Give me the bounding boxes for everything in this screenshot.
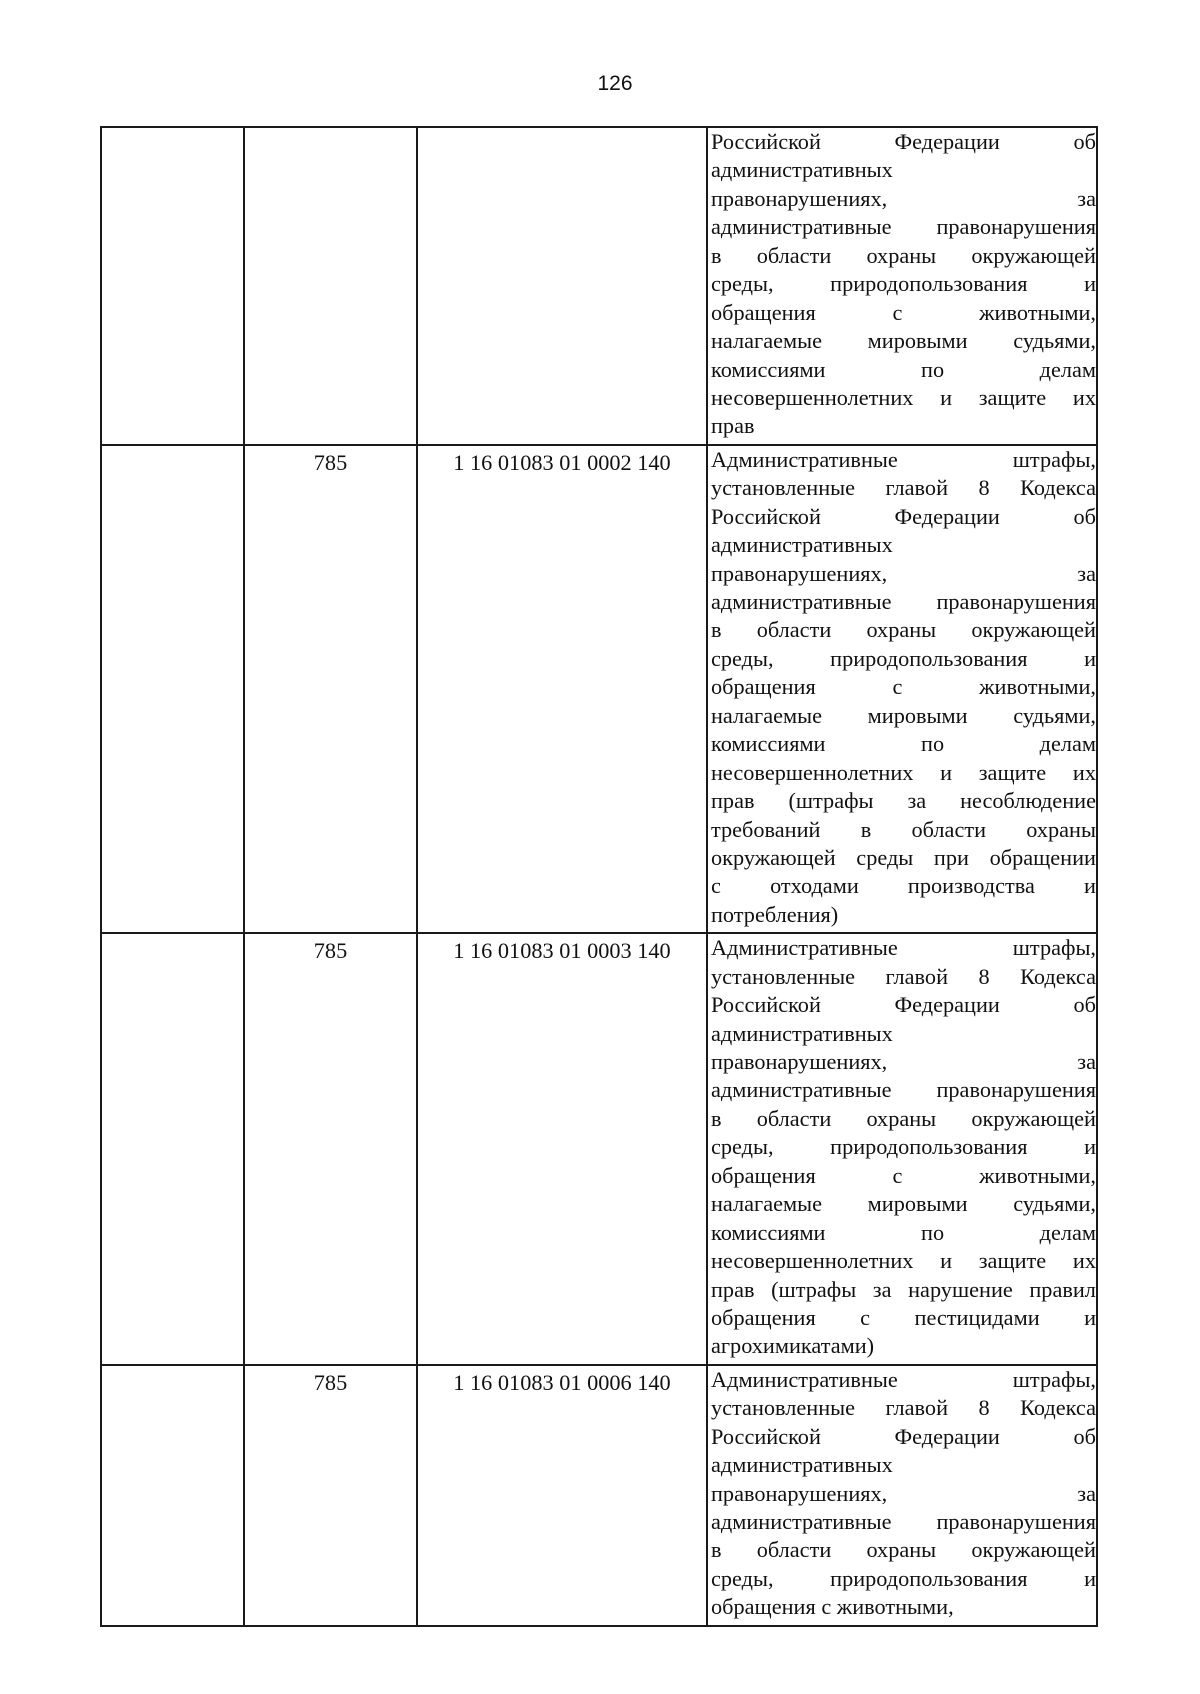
word: области xyxy=(756,617,832,643)
description-line xyxy=(711,560,1096,588)
cell-admin-code: 785 xyxy=(244,445,417,933)
description-line xyxy=(711,446,1096,474)
word: комиссиями xyxy=(711,356,826,382)
description-line xyxy=(711,128,1096,156)
word: прав xyxy=(711,1276,755,1302)
word: установленные xyxy=(711,963,856,989)
description-line xyxy=(711,503,1096,531)
word: и xyxy=(940,759,953,785)
word: Административные xyxy=(711,935,898,961)
word: за xyxy=(1077,1480,1096,1506)
word: правонарушениях, xyxy=(711,1480,888,1506)
word: среды, xyxy=(711,645,774,671)
word: административных xyxy=(711,157,893,183)
word: и xyxy=(1084,645,1096,671)
word: Административные xyxy=(711,446,898,472)
word: защите xyxy=(978,1248,1047,1274)
word: области xyxy=(911,816,987,842)
word: природопользования xyxy=(830,1565,1028,1591)
description-line xyxy=(711,1304,1096,1332)
word: комиссиями xyxy=(711,731,826,757)
word: их xyxy=(1072,384,1096,410)
word: обращения xyxy=(711,1304,816,1330)
word: и xyxy=(1084,1304,1096,1330)
word: административных xyxy=(711,1020,893,1046)
description-line xyxy=(711,991,1096,1019)
description-line xyxy=(711,872,1096,900)
description-line xyxy=(711,588,1096,616)
word: несоблюдение xyxy=(960,788,1096,814)
word: за xyxy=(872,1276,892,1302)
cell-admin-code: 785 xyxy=(244,1365,417,1626)
word: 8 xyxy=(978,475,990,501)
description-line xyxy=(711,156,1096,184)
description-line xyxy=(711,901,1096,929)
word: административные xyxy=(711,589,892,614)
word: требований xyxy=(711,816,821,842)
description-line xyxy=(711,1451,1096,1479)
word: административных xyxy=(711,1452,893,1478)
word: с xyxy=(892,299,903,325)
word: судьями, xyxy=(1013,328,1096,354)
word: мировыми xyxy=(867,328,968,354)
table-row xyxy=(101,1365,1097,1626)
word: Кодекса xyxy=(1020,963,1096,989)
word: природопользования xyxy=(830,645,1028,671)
description-line xyxy=(711,270,1096,298)
word: природопользования xyxy=(830,271,1028,297)
word: об xyxy=(1073,1423,1096,1449)
word: с xyxy=(892,1162,903,1188)
cell-kbk-code: 1 16 01083 01 0006 140 xyxy=(417,1365,707,1626)
word: Федерации xyxy=(894,503,1000,529)
word: делам xyxy=(1039,731,1096,757)
word: административных xyxy=(711,532,893,558)
word: при xyxy=(933,844,969,870)
word: окружающей xyxy=(971,1537,1096,1563)
word: в xyxy=(711,1105,722,1131)
description-line xyxy=(711,1105,1096,1133)
word: главой xyxy=(885,475,949,501)
word: в xyxy=(711,617,722,643)
word: производства xyxy=(907,873,1035,899)
word: среды, xyxy=(711,1565,774,1591)
word: животными, xyxy=(979,1162,1096,1188)
description-line xyxy=(711,1048,1096,1076)
description-line xyxy=(711,531,1096,559)
description-line xyxy=(711,474,1096,502)
description-line xyxy=(711,844,1096,872)
description-line xyxy=(711,730,1096,758)
word: прав xyxy=(711,788,755,814)
word: области xyxy=(756,1105,832,1131)
word: правонарушения xyxy=(936,589,1096,614)
word: охраны xyxy=(866,1105,937,1131)
description-line xyxy=(711,702,1096,730)
word: 8 xyxy=(978,1395,990,1421)
word: обращении xyxy=(989,844,1096,870)
word: правонарушениях, xyxy=(711,560,888,586)
word: Федерации xyxy=(894,1423,1000,1449)
page-number: 126 xyxy=(597,72,633,95)
word: животными, xyxy=(836,1594,954,1620)
word: агрохимикатами) xyxy=(711,1333,875,1359)
word: правонарушениях, xyxy=(711,185,888,211)
description-line xyxy=(711,1536,1096,1564)
word: защите xyxy=(978,384,1047,410)
word: по xyxy=(921,1219,945,1245)
description-line xyxy=(711,185,1096,213)
word: делам xyxy=(1039,1219,1096,1245)
table-row xyxy=(101,933,1097,1365)
description-line xyxy=(711,1076,1096,1104)
description-line xyxy=(711,1247,1096,1275)
word: за xyxy=(1077,185,1096,211)
word: среды, xyxy=(711,1134,774,1160)
description-line xyxy=(711,1219,1096,1247)
description-line xyxy=(711,1480,1096,1508)
word: животными, xyxy=(979,674,1096,700)
revenue-codes-table xyxy=(100,126,1098,1627)
word: потребления) xyxy=(711,901,839,927)
word: пестицидами xyxy=(914,1304,1040,1330)
word: обращения xyxy=(711,1594,816,1620)
word: налагаемые xyxy=(711,1191,822,1217)
word: 8 xyxy=(978,963,990,989)
word: административные xyxy=(711,214,892,240)
description-line xyxy=(711,1565,1096,1593)
cell-index xyxy=(101,445,244,933)
word: главой xyxy=(885,963,949,989)
description-line xyxy=(711,645,1096,673)
description-line xyxy=(711,1394,1096,1422)
word: административные xyxy=(711,1077,892,1103)
table-row xyxy=(101,127,1097,445)
description-line xyxy=(711,1593,1096,1621)
word: животными, xyxy=(979,299,1096,325)
word: в xyxy=(711,242,722,268)
description-line xyxy=(711,242,1096,270)
description-line xyxy=(711,963,1096,991)
word: окружающей xyxy=(971,1105,1096,1131)
word: правонарушения xyxy=(936,1077,1096,1103)
word: природопользования xyxy=(830,1134,1028,1160)
word: и xyxy=(1084,271,1096,297)
cell-kbk-code: 1 16 01083 01 0003 140 xyxy=(417,933,707,1365)
description-line xyxy=(711,356,1096,384)
cell-index xyxy=(101,933,244,1365)
description-line xyxy=(711,1162,1096,1190)
description-line xyxy=(711,934,1096,962)
word: штрафы, xyxy=(1012,935,1096,961)
word: области xyxy=(756,242,832,268)
word: окружающей xyxy=(711,844,836,870)
cell-description xyxy=(707,127,1097,445)
word: области xyxy=(756,1537,832,1563)
word: и xyxy=(940,384,953,410)
word: и xyxy=(1084,1134,1096,1160)
description-line xyxy=(711,384,1096,412)
word: защите xyxy=(978,759,1047,785)
word: несовершеннолетних xyxy=(711,384,914,410)
word: штрафы, xyxy=(1012,1366,1096,1392)
description-line xyxy=(711,1020,1096,1048)
word: налагаемые xyxy=(711,702,822,728)
word: обращения xyxy=(711,674,816,700)
description-line xyxy=(711,1276,1096,1304)
word: по xyxy=(921,731,945,757)
word: (штрафы xyxy=(788,788,874,814)
word: правонарушения xyxy=(936,1509,1096,1534)
word: Российской xyxy=(711,503,821,529)
description-line xyxy=(711,412,1096,440)
description-line xyxy=(711,1366,1096,1394)
description-line xyxy=(711,1332,1096,1360)
word: с xyxy=(821,1594,832,1620)
description-line xyxy=(711,816,1096,844)
word: охраны xyxy=(866,617,937,643)
word: с xyxy=(892,674,903,700)
word: и xyxy=(940,1248,953,1274)
word: Административные xyxy=(711,1366,898,1392)
word: и xyxy=(1084,1565,1096,1591)
word: установленные xyxy=(711,475,856,501)
cell-index xyxy=(101,127,244,445)
description-line xyxy=(711,1508,1096,1536)
word: об xyxy=(1073,992,1096,1018)
word: отходами xyxy=(770,873,859,899)
word: об xyxy=(1073,503,1096,529)
word: административные xyxy=(711,1509,892,1534)
word: делам xyxy=(1039,356,1096,382)
word: прав xyxy=(711,413,755,439)
cell-description xyxy=(707,1365,1097,1626)
description-line xyxy=(711,327,1096,355)
word: комиссиями xyxy=(711,1219,826,1245)
cell-index xyxy=(101,1365,244,1626)
word: правонарушения xyxy=(936,214,1096,240)
word: обращения xyxy=(711,1162,816,1188)
word: их xyxy=(1072,1248,1096,1274)
cell-admin-code xyxy=(244,127,417,445)
word: за xyxy=(1077,560,1096,586)
word: установленные xyxy=(711,1395,856,1421)
word: с xyxy=(711,873,721,899)
word: обращения xyxy=(711,299,816,325)
word: Федерации xyxy=(894,129,1000,154)
word: в xyxy=(860,816,872,842)
word: охраны xyxy=(1026,816,1096,842)
word: их xyxy=(1072,759,1096,785)
description-line xyxy=(711,1423,1096,1451)
word: Кодекса xyxy=(1020,475,1096,501)
word: охраны xyxy=(866,1537,937,1563)
word: в xyxy=(711,1537,722,1563)
description-line xyxy=(711,673,1096,701)
cell-kbk-code: 1 16 01083 01 0002 140 xyxy=(417,445,707,933)
word: об xyxy=(1073,129,1096,154)
word: судьями, xyxy=(1013,1191,1096,1217)
word: налагаемые xyxy=(711,328,822,354)
word: несовершеннолетних xyxy=(711,759,914,785)
word: окружающей xyxy=(971,242,1096,268)
word: охраны xyxy=(866,242,937,268)
description-line xyxy=(711,759,1096,787)
word: главой xyxy=(885,1395,949,1421)
table-row xyxy=(101,445,1097,933)
word: мировыми xyxy=(867,702,968,728)
cell-kbk-code xyxy=(417,127,707,445)
word: с xyxy=(860,1304,871,1330)
word: несовершеннолетних xyxy=(711,1248,914,1274)
description-line xyxy=(711,299,1096,327)
word: за xyxy=(1077,1049,1096,1074)
word: среды, xyxy=(711,271,774,297)
word: окружающей xyxy=(971,617,1096,643)
description-line xyxy=(711,1133,1096,1161)
word: Кодекса xyxy=(1020,1395,1096,1421)
word: Российской xyxy=(711,992,821,1018)
word: (штрафы xyxy=(771,1276,857,1302)
word: Федерации xyxy=(894,992,1000,1018)
word: среды xyxy=(856,844,914,870)
description-line xyxy=(711,616,1096,644)
word: по xyxy=(921,356,945,382)
cell-admin-code: 785 xyxy=(244,933,417,1365)
word: штрафы, xyxy=(1012,446,1096,472)
description-line xyxy=(711,1190,1096,1218)
word: правонарушениях, xyxy=(711,1049,888,1074)
cell-description xyxy=(707,445,1097,933)
cell-description xyxy=(707,933,1097,1365)
word: за xyxy=(907,788,927,814)
word: Российской xyxy=(711,1423,821,1449)
word: судьями, xyxy=(1013,702,1096,728)
word: Российской xyxy=(711,129,821,154)
word: мировыми xyxy=(867,1191,968,1217)
word: и xyxy=(1084,873,1096,899)
description-line xyxy=(711,787,1096,815)
description-line xyxy=(711,213,1096,241)
word: нарушение xyxy=(908,1276,1013,1302)
word: правил xyxy=(1029,1276,1096,1302)
